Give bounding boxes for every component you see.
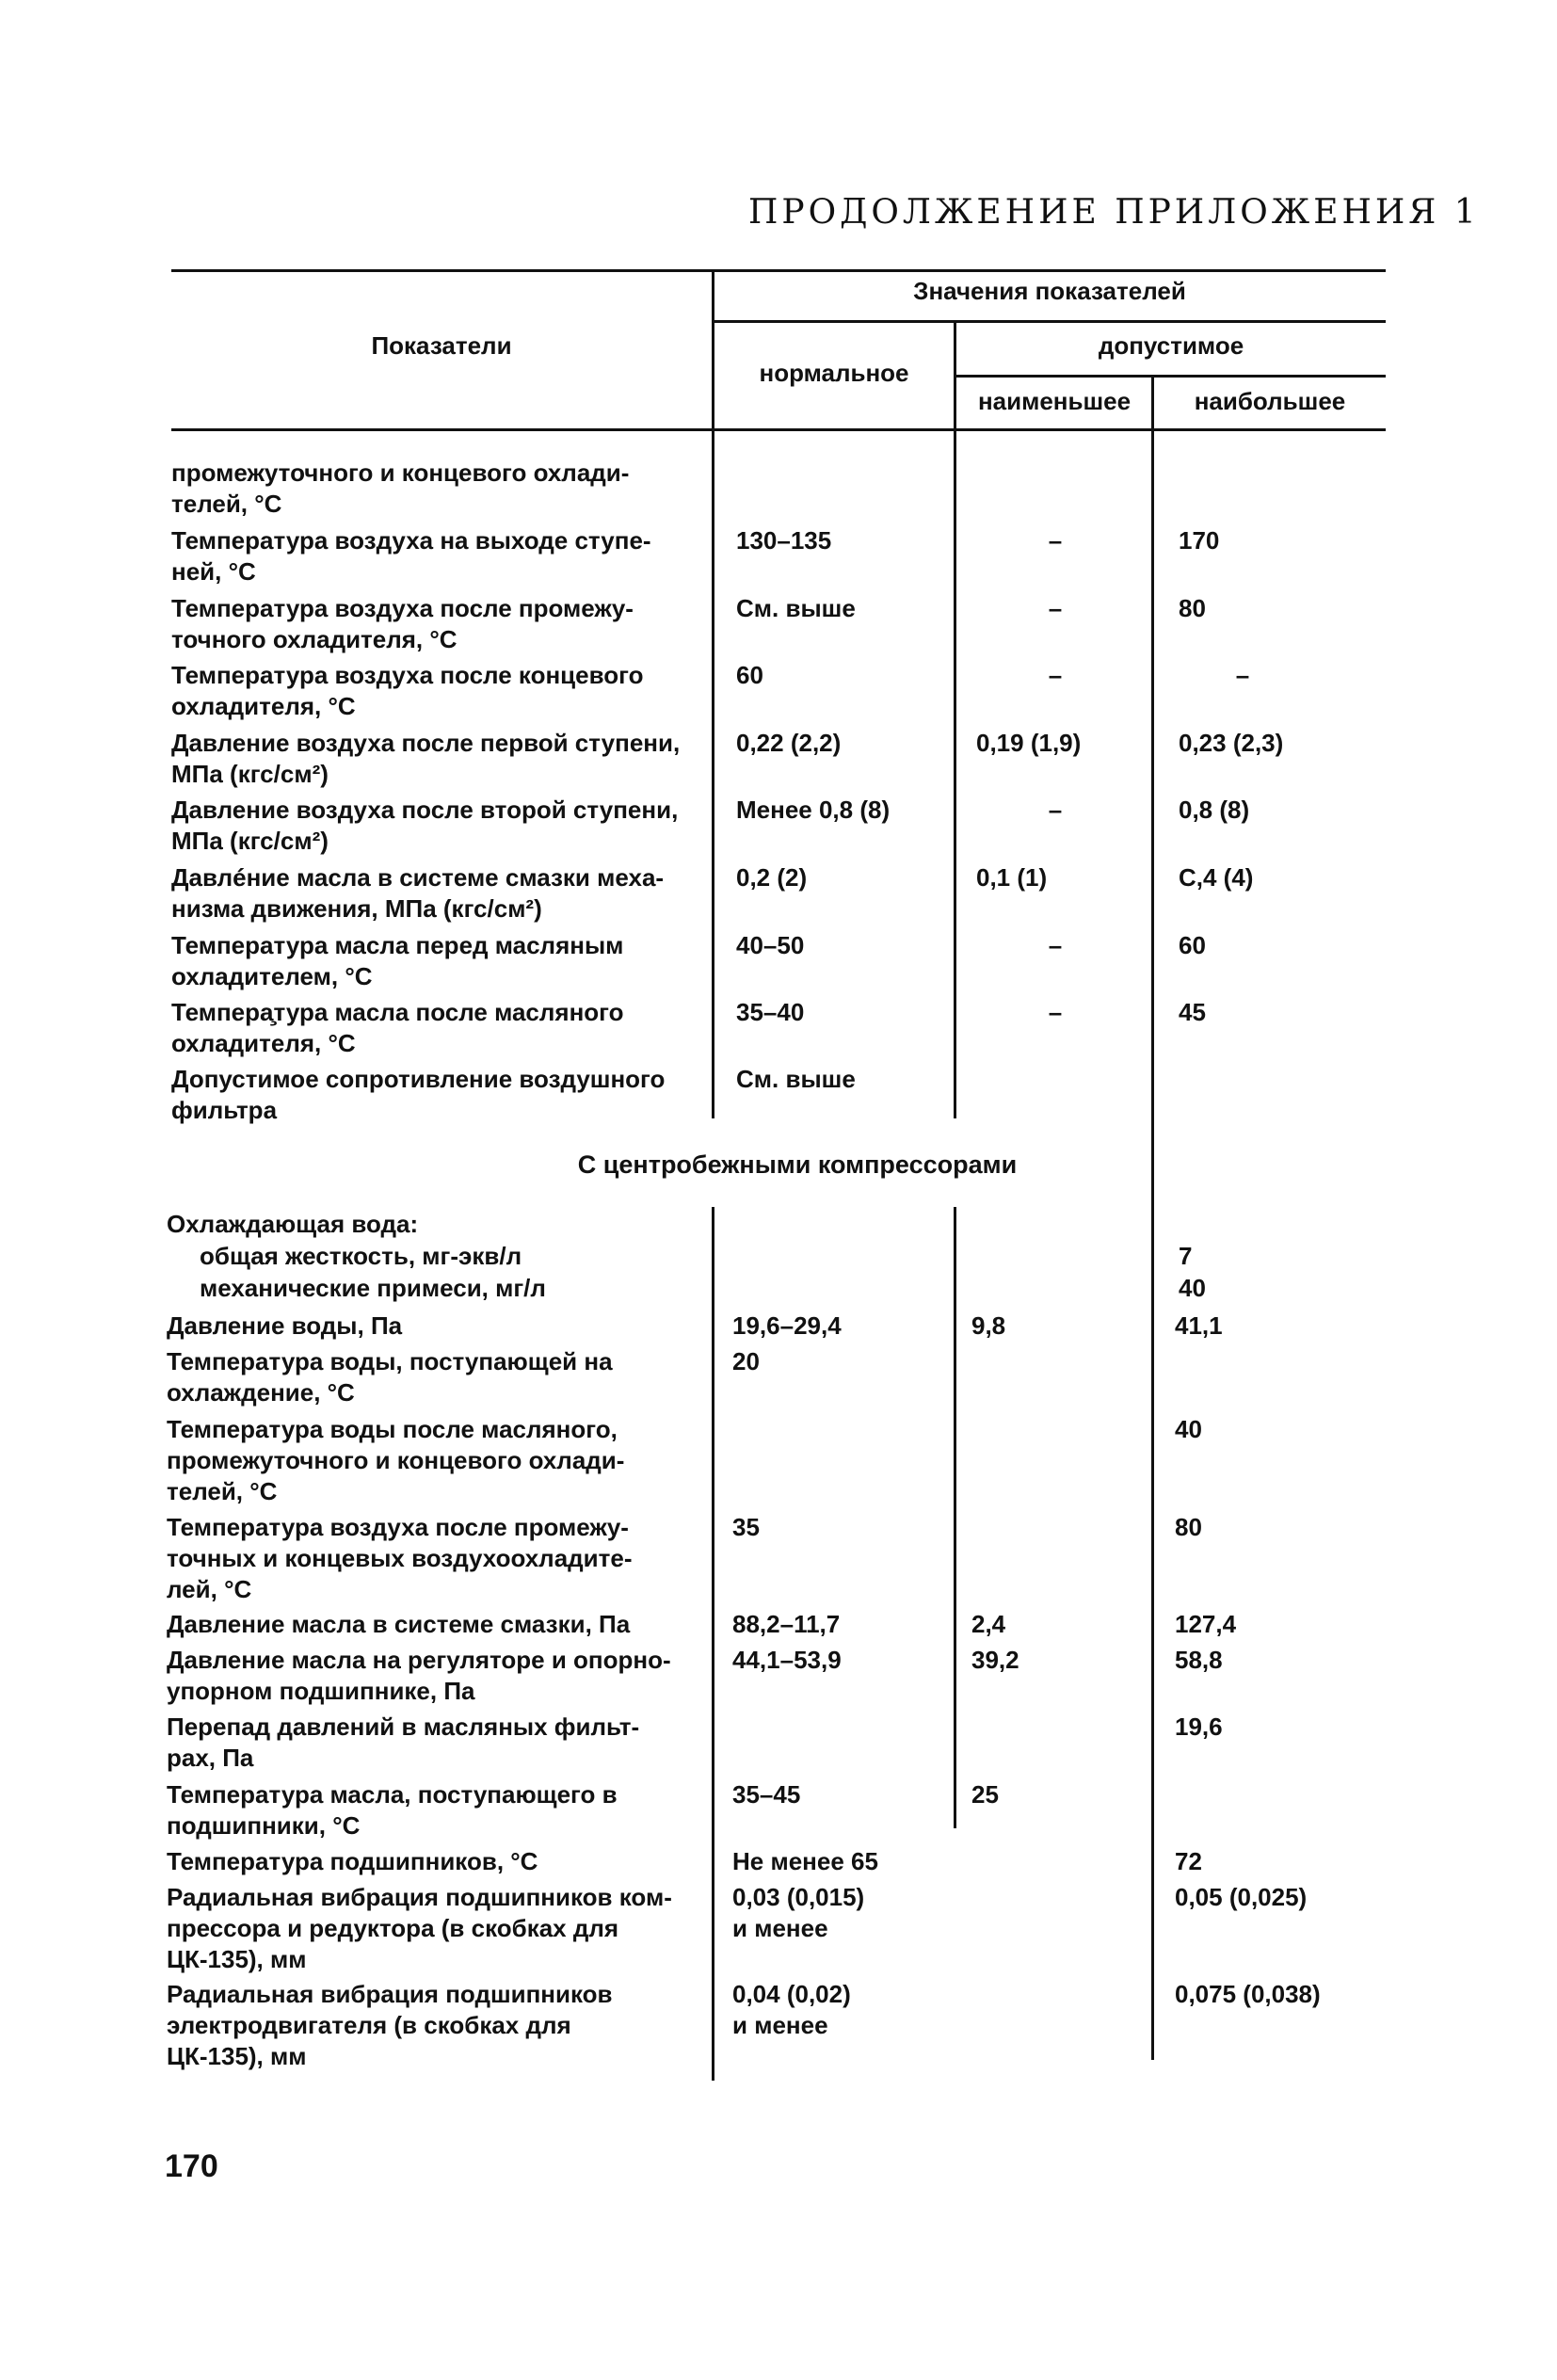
row-indicator-name: Давление воздуха после первой ступени, МПа (кгс/см²) <box>171 729 681 788</box>
row-max-value: С,4 (4) <box>1179 863 1254 892</box>
row-min-value: – <box>1048 931 1063 959</box>
row-max-value: 7 <box>1179 1242 1193 1270</box>
row-normal-value: 19,6–29,4 <box>732 1311 842 1340</box>
row-indicator-name: промежуточного и концевого охлади- телей, °С <box>171 458 630 518</box>
row-indicator-name: Давлéние масла в системе смазки меха- низма движения, МПа (кгс/см²) <box>171 863 665 923</box>
header-max: наибольшее <box>1194 387 1346 415</box>
header-allowed: допустимое <box>1098 331 1244 360</box>
row-max-value: 127,4 <box>1175 1610 1237 1638</box>
row-max-value: 0,8 (8) <box>1179 796 1250 824</box>
col-divider-1-a <box>712 431 714 1118</box>
row-min-value: 25 <box>971 1780 999 1809</box>
header-normal: нормальное <box>759 359 909 387</box>
header-values: Значения показателей <box>913 277 1186 305</box>
row-max-value: 45 <box>1179 998 1206 1026</box>
row-max-value: 72 <box>1175 1847 1202 1875</box>
row-min-value: – <box>1048 796 1063 824</box>
row-indicator-name: Давление масла в системе смазки, Па <box>167 1610 631 1638</box>
header-min: наименьшее <box>977 387 1132 415</box>
row-max-value: 40 <box>1179 1274 1206 1302</box>
row-indicator-name: Давление масла на регуляторе и опорно- упорном подшипнике, Па <box>167 1646 671 1705</box>
row-normal-value: 0,2 (2) <box>736 863 808 892</box>
row-max-value: 170 <box>1179 526 1220 555</box>
row-normal-value: 88,2–11,7 <box>732 1610 841 1638</box>
row-min-value: 9,8 <box>971 1311 1006 1340</box>
page-number: 170 <box>165 2148 218 2184</box>
row-normal-value: Менее 0,8 (8) <box>736 796 891 824</box>
row-min-value: – <box>1048 661 1063 689</box>
row-max-value: 41,1 <box>1175 1311 1223 1340</box>
row-max-value: 80 <box>1179 594 1206 622</box>
row-indicator-name: общая жесткость, мг-экв/л <box>200 1242 522 1270</box>
row-max-value: 40 <box>1175 1415 1202 1443</box>
row-indicator-name: Допустимое сопротивление воздушного фильтра <box>171 1065 666 1124</box>
page-heading: ПРОДОЛЖЕНИЕ ПРИЛОЖЕНИЯ 1 <box>748 193 1480 232</box>
row-indicator-name: Температура воздуха на выходе ступе- ней, °С <box>171 526 651 586</box>
row-normal-value: См. выше <box>736 1065 856 1093</box>
row-max-value: – <box>1235 661 1250 689</box>
row-indicator-name: Температура воздуха после промежу- точных и концевых воздухоохладите- лей, °С <box>167 1513 633 1603</box>
row-max-value: 80 <box>1175 1513 1202 1541</box>
row-min-value: – <box>1048 594 1063 622</box>
row-max-value: 60 <box>1179 931 1206 959</box>
row-indicator-name: Температура воды после масляного, промежуточного и концевого охлади- телей, °С <box>167 1415 625 1505</box>
row-normal-value: Не менее 65 <box>732 1847 878 1875</box>
row-min-value: – <box>1048 998 1063 1026</box>
row-min-value: 0,1 (1) <box>976 863 1048 892</box>
row-indicator-name: Температура воды, поступающей на охлаждение, °С <box>167 1347 613 1407</box>
row-max-value: 0,23 (2,3) <box>1179 729 1284 757</box>
row-indicator-name: Перепад давлений в масляных фильт- рах, Па <box>167 1713 640 1772</box>
row-normal-value: 0,03 (0,015) и менее <box>732 1883 865 1942</box>
row-normal-value: См. выше <box>736 594 856 622</box>
row-indicator-name: Температура воздуха после промежу- точного охладителя, °С <box>171 594 634 653</box>
row-max-value: 19,6 <box>1175 1713 1223 1741</box>
row-indicator-name: Температура масла перед масляным охладителем, °С <box>171 931 624 990</box>
row-min-value: 2,4 <box>971 1610 1006 1638</box>
row-max-value: 0,05 (0,025) <box>1175 1883 1308 1911</box>
section-title-centrifugal: С центробежными компрессорами <box>577 1150 1018 1179</box>
row-normal-value: 20 <box>732 1347 760 1375</box>
header-bottom-rule <box>171 428 1386 431</box>
row-min-value: 39,2 <box>971 1646 1019 1674</box>
values-header-rule <box>714 320 1386 323</box>
row-indicator-name: Радиальная вибрация подшипников электродвигателя (в скобках для ЦК-135), мм <box>167 1980 613 2070</box>
row-indicator-name: Темпера̧тура масла после масляного охладителя, °С <box>171 998 624 1057</box>
row-indicator-name: Температура подшипников, °С <box>167 1847 538 1875</box>
row-indicator-name: Радиальная вибрация подшипников ком- прессора и редуктора (в скобках для ЦК-135), мм <box>167 1883 672 1973</box>
row-indicator-name: Давление воздуха после второй ступени, МПа (кгс/см²) <box>171 796 679 855</box>
row-indicator-name: механические примеси, мг/л <box>200 1274 546 1302</box>
col-divider-1-b <box>712 1207 714 2081</box>
header-indicators: Показатели <box>371 331 512 360</box>
row-normal-value: 44,1–53,9 <box>732 1646 842 1674</box>
row-indicator-name: Давление воды, Па <box>167 1311 403 1340</box>
row-max-value: 58,8 <box>1175 1646 1223 1674</box>
row-min-value: 0,19 (1,9) <box>976 729 1082 757</box>
row-normal-value: 130–135 <box>736 526 832 555</box>
table-top-rule <box>171 269 1386 272</box>
row-min-value: – <box>1048 526 1063 555</box>
row-max-value: 0,075 (0,038) <box>1175 1980 1321 2008</box>
row-normal-value: 0,04 (0,02) и менее <box>732 1980 851 2039</box>
row-normal-value: 0,22 (2,2) <box>736 729 842 757</box>
row-indicator-name: Охлаждающая вода: <box>167 1210 419 1238</box>
row-normal-value: 40–50 <box>736 931 805 959</box>
allowed-header-rule <box>956 375 1386 378</box>
row-normal-value: 60 <box>736 661 763 689</box>
row-normal-value: 35–45 <box>732 1780 801 1809</box>
row-normal-value: 35–40 <box>736 998 805 1026</box>
row-normal-value: 35 <box>732 1513 760 1541</box>
row-indicator-name: Температура воздуха после концевого охладителя, °С <box>171 661 644 720</box>
row-indicator-name: Температура масла, поступающего в подшипники, °С <box>167 1780 618 1840</box>
